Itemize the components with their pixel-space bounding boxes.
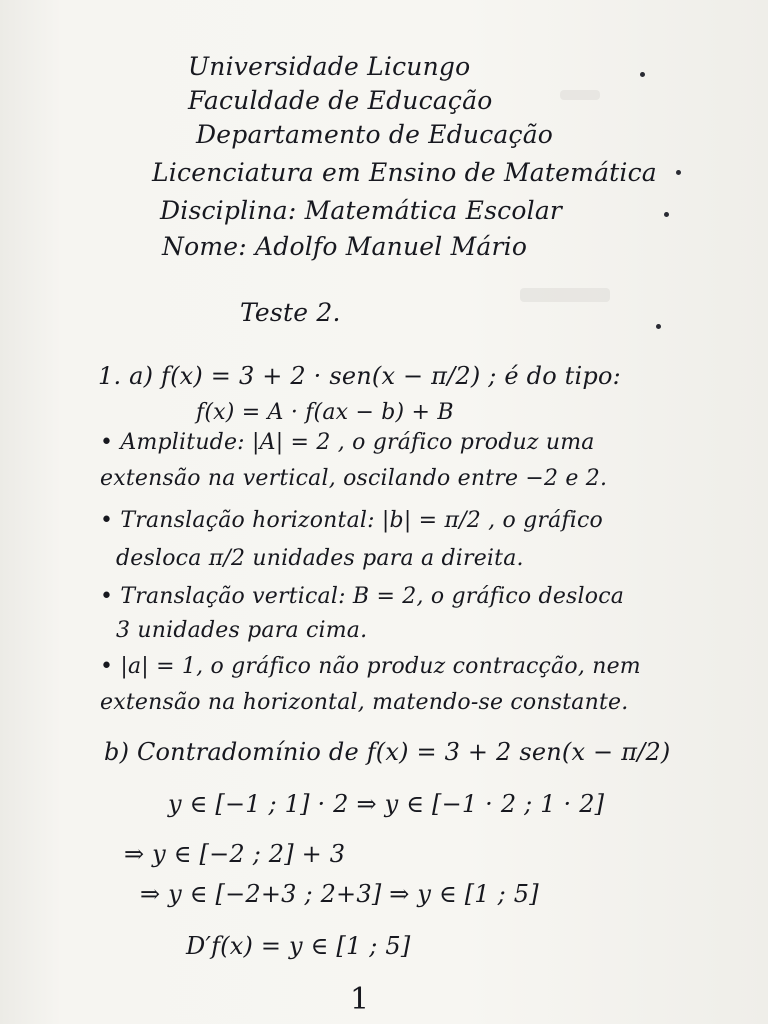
answer-1b-line2: y ∈ [−1 ; 1] · 2 ⇒ y ∈ [−1 · 2 ; 1 · 2] — [168, 790, 605, 818]
margin-dot — [676, 170, 681, 175]
paper-smudge — [520, 288, 610, 302]
page-number: 1 — [350, 982, 370, 1017]
faculty-line: Faculdade de Educação — [188, 86, 493, 115]
amplitude-line2: extensão na vertical, oscilando entre −2 e 2. — [100, 466, 608, 491]
test-title: Teste 2. — [240, 298, 341, 327]
horizontal-translation-line2: desloca π/2 unidades para a direita. — [116, 546, 524, 571]
answer-1b-line1: b) Contradomínio de f(x) = 3 + 2 sen(x − π/2) — [104, 738, 671, 766]
margin-dot — [640, 72, 645, 77]
vertical-translation-line2: 3 unidades para cima. — [116, 618, 368, 643]
horizontal-scale-line2: extensão na horizontal, matendo-se constante. — [100, 690, 629, 715]
answer-1b-line5: D′f(x) = y ∈ [1 ; 5] — [186, 932, 411, 960]
discipline-line: Disciplina: Matemática Escolar — [160, 196, 563, 225]
vertical-translation-line1: • Translação vertical: B = 2, o gráfico desloca — [100, 584, 625, 609]
answer-1b-line4: ⇒ y ∈ [−2+3 ; 2+3] ⇒ y ∈ [1 ; 5] — [140, 880, 539, 908]
paper-smudge — [560, 90, 600, 100]
answer-1b-line3: ⇒ y ∈ [−2 ; 2] + 3 — [124, 840, 346, 868]
department-line: Departamento de Educação — [196, 120, 554, 149]
student-name-line: Nome: Adolfo Manuel Mário — [162, 232, 528, 261]
university-line: Universidade Licungo — [188, 52, 471, 81]
degree-line: Licenciatura em Ensino de Matemática — [152, 158, 657, 187]
margin-dot — [656, 324, 661, 329]
horizontal-translation-line1: • Translação horizontal: |b| = π/2 , o gráfico — [100, 508, 604, 533]
amplitude-line1: • Amplitude: |A| = 2 , o gráfico produz uma — [100, 430, 595, 455]
horizontal-scale-line1: • |a| = 1, o gráfico não produz contracção, nem — [100, 654, 641, 679]
answer-1a-line2: f(x) = A · f(ax − b) + B — [196, 400, 454, 425]
answer-1a-line1: 1. a) f(x) = 3 + 2 · sen(x − π/2) ; é do tipo: — [98, 362, 621, 390]
margin-dot — [664, 212, 669, 217]
